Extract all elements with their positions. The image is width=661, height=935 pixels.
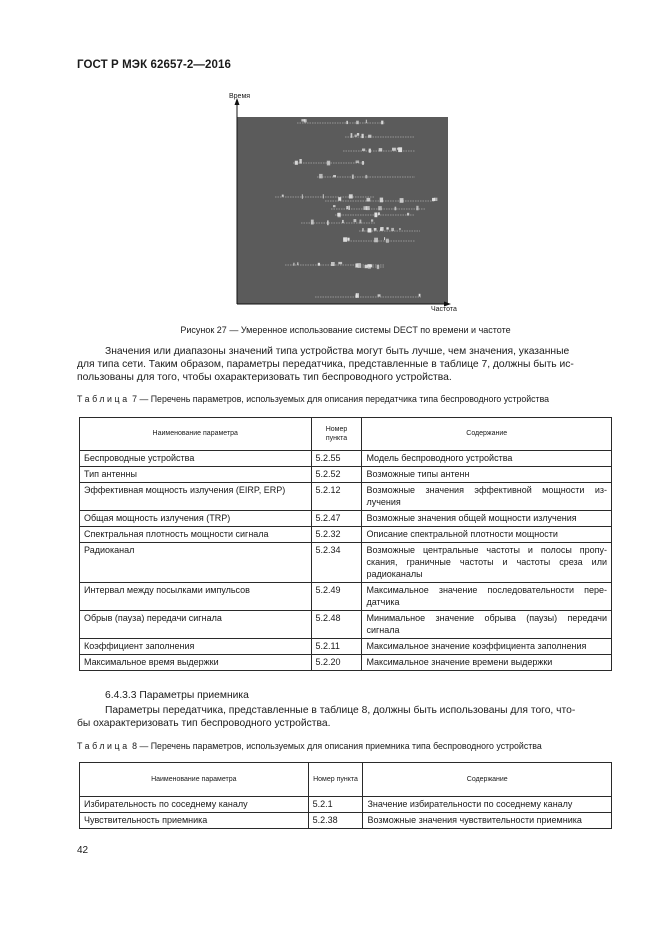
signal-mark	[327, 220, 329, 225]
signal-mark	[297, 262, 298, 265]
table-header-row	[80, 763, 612, 797]
signal-mark	[392, 148, 396, 151]
signal-mark	[338, 197, 341, 201]
signal-mark	[293, 263, 294, 266]
signal-mark	[378, 206, 382, 210]
paragraph-line: бы охарактеризовать тип беспроводного устройства.	[77, 718, 331, 730]
signal-mark	[338, 213, 341, 218]
signal-mark	[351, 133, 353, 138]
content-cell: Возможные центральные частоты и полосы пропу-скания, граничные частоты и частоты среза или радиоканалы	[362, 543, 612, 583]
table7-caption: Таблица 7 — Перечень параметров, используемых для описания передатчика типа беспроводного устройства	[77, 394, 550, 404]
signal-mark	[333, 205, 336, 207]
signal-mark	[362, 228, 364, 231]
table-row	[80, 639, 612, 655]
signal-mark	[384, 237, 385, 240]
signal-mark	[323, 194, 324, 198]
clause-number-cell: 5.2.12	[311, 483, 362, 511]
content-cell: Описание спектральной плотности мощности	[362, 527, 612, 543]
spectrogram-area	[237, 117, 448, 304]
signal-mark	[355, 135, 357, 137]
table-row	[80, 797, 612, 813]
signal-mark	[360, 220, 362, 224]
signal-mark	[374, 238, 378, 243]
parameter-name-cell: Максимальное время выдержки	[80, 655, 312, 671]
signal-mark	[319, 174, 323, 179]
column-header: Наименование параметра	[80, 418, 312, 451]
signal-mark	[378, 294, 381, 296]
clause-number-cell: 5.2.48	[311, 611, 362, 639]
clause-number-cell: 5.2.1	[308, 797, 363, 813]
figure-caption: Рисунок 27 — Умеренное использование системы DECT по времени и частоте	[180, 325, 511, 335]
signal-mark	[363, 206, 367, 210]
parameter-name-cell: Интервал между посылками импульсов	[80, 583, 312, 611]
signal-mark	[366, 120, 367, 124]
signal-mark	[397, 148, 400, 150]
signal-mark	[348, 206, 350, 210]
table-row	[80, 543, 612, 583]
signal-mark	[391, 228, 394, 231]
content-cell: Максимальное значение времени выдержки	[362, 655, 612, 671]
parameter-name-cell: Спектральная плотность мощности сигнала	[80, 527, 312, 543]
signal-mark	[386, 227, 388, 229]
clause-number-cell: 5.2.49	[311, 583, 362, 611]
signal-mark	[419, 294, 421, 297]
parameter-name-cell: Тип антенны	[80, 467, 312, 483]
signal-mark	[356, 263, 358, 267]
signal-mark	[282, 195, 284, 197]
clause-number-cell: 5.2.34	[311, 543, 362, 583]
column-header: Номер пункта	[308, 763, 363, 797]
signal-mark	[327, 161, 330, 166]
signal-mark	[365, 265, 368, 268]
signal-mark	[368, 265, 371, 269]
table-row	[80, 527, 612, 543]
signal-mark	[380, 198, 383, 203]
signal-mark	[386, 239, 389, 243]
table-row	[80, 655, 612, 671]
parameter-name-cell: Обрыв (пауза) передачи сигнала	[80, 611, 312, 639]
signal-mark	[371, 219, 373, 221]
content-cell: Возможные значения чувствительности приемника	[363, 813, 612, 829]
signal-mark	[318, 263, 320, 266]
signal-mark	[295, 161, 298, 165]
signal-mark	[354, 219, 357, 222]
signal-mark	[346, 121, 348, 124]
parameter-name-cell: Чувствительность приемника	[80, 813, 309, 829]
signal-mark	[365, 175, 367, 179]
signal-mark	[343, 237, 347, 242]
table-row	[80, 467, 612, 483]
column-header: Содержание	[362, 418, 612, 451]
y-axis-label: Время	[229, 93, 251, 100]
signal-mark	[357, 133, 359, 136]
content-cell: Максимальное значение коэффициента заполнения	[362, 639, 612, 655]
column-header: Содержание	[363, 763, 612, 797]
signal-mark	[356, 121, 359, 125]
clause-number-cell: 5.2.47	[311, 511, 362, 527]
content-cell: Возможные типы антенн	[362, 467, 612, 483]
signal-mark	[381, 121, 383, 125]
signal-mark	[367, 198, 371, 202]
clause-number-cell: 5.2.55	[311, 451, 362, 467]
table-row	[80, 483, 612, 511]
paragraph-2	[77, 704, 612, 730]
clause-number-cell: 5.2.20	[311, 655, 362, 671]
signal-mark	[299, 159, 301, 164]
table-row	[80, 813, 612, 829]
signal-mark	[348, 238, 350, 241]
signal-mark	[399, 228, 400, 230]
clause-number-cell: 5.2.11	[311, 639, 362, 655]
x-axis-label: Частота	[431, 306, 457, 313]
parameter-name-cell: Радиоканал	[80, 543, 312, 583]
parameter-name-cell: Эффективная мощность излучения (EIRP, ERP)	[80, 483, 312, 511]
page-number: 42	[77, 845, 89, 856]
signal-mark	[379, 148, 383, 151]
signal-mark	[416, 206, 418, 211]
signal-mark	[374, 228, 377, 231]
table-row	[80, 511, 612, 527]
signal-mark	[395, 207, 397, 211]
parameter-name-cell: Общая мощность излучения (TRP)	[80, 511, 312, 527]
signal-mark	[407, 213, 409, 216]
content-cell: Модель беспроводного устройства	[362, 451, 612, 467]
clause-number-cell: 5.2.52	[311, 467, 362, 483]
signal-mark	[356, 161, 360, 164]
clause-number-cell: 5.2.38	[308, 813, 363, 829]
content-cell: Минимальное значение обрыва (паузы) передачи сигнала	[362, 611, 612, 639]
signal-mark	[352, 175, 354, 179]
dect-spectrogram	[225, 93, 455, 318]
signal-mark	[378, 212, 380, 215]
document-header: ГОСТ Р МЭК 62657-2—2016	[77, 59, 231, 71]
signal-mark	[374, 213, 377, 218]
parameter-name-cell: Беспроводные устройства	[80, 451, 312, 467]
signal-mark	[346, 206, 348, 209]
paragraph-line: Значения или диапазоны значений типа устройства могут быть лучше, чем значения, указанные	[105, 346, 570, 357]
signal-mark	[302, 194, 303, 199]
dect-figure	[225, 93, 455, 318]
signal-mark	[358, 263, 361, 268]
clause-number-cell: 5.2.32	[311, 527, 362, 543]
signal-mark	[368, 228, 372, 232]
column-header: Номер пункта	[311, 418, 362, 451]
signal-mark	[338, 262, 342, 264]
signal-mark	[369, 149, 371, 153]
parameter-name-cell: Избирательность по соседнему каналу	[80, 797, 309, 813]
signal-mark	[400, 198, 404, 203]
content-cell: Возможные значения общей мощности излучения	[362, 511, 612, 527]
parameter-name-cell: Коэффициент заполнения	[80, 639, 312, 655]
column-header: Наименование параметра	[80, 763, 309, 797]
table8-caption: Таблица 8 — Перечень параметров, используемых для описания приемника типа беспроводного устройства	[77, 741, 542, 751]
signal-mark	[362, 161, 364, 165]
table-row	[80, 583, 612, 611]
content-cell: Максимальное значение последовательности пере-датчика	[362, 583, 612, 611]
signal-mark	[333, 175, 336, 177]
table7	[79, 417, 612, 671]
signal-mark	[331, 262, 335, 266]
signal-mark	[377, 265, 379, 269]
table7-body	[80, 451, 612, 671]
table-row	[80, 611, 612, 639]
signal-mark	[342, 220, 343, 223]
signal-mark	[301, 119, 305, 121]
paragraph-1	[77, 345, 612, 385]
signal-mark	[380, 227, 383, 231]
signal-mark	[368, 135, 371, 138]
paragraph-line: пользованы для того, чтобы охарактеризовать тип беспроводного устройства.	[77, 372, 452, 384]
table-row	[80, 451, 612, 467]
table8-body	[80, 797, 612, 829]
signal-mark	[432, 198, 435, 201]
table-header-row	[80, 418, 612, 451]
signal-mark	[311, 220, 314, 225]
table8	[79, 762, 612, 829]
signal-mark	[362, 134, 364, 138]
content-cell: Значение избирательности по соседнему каналу	[363, 797, 612, 813]
paragraph-line: Параметры передатчика, представленные в таблице 8, должны быть использованы для того, что-	[105, 705, 576, 716]
content-cell: Возможные значения эффективной мощности из-лучения	[362, 483, 612, 511]
signal-mark	[355, 295, 358, 298]
section-title: 6.4.3.3 Параметры приемника	[105, 690, 249, 701]
signal-mark	[349, 194, 353, 198]
paragraph-line: для типа сети. Таким образом, параметры передатчика, представленные в таблице 7, должны быть ис-	[77, 359, 574, 371]
signal-mark	[362, 149, 365, 151]
